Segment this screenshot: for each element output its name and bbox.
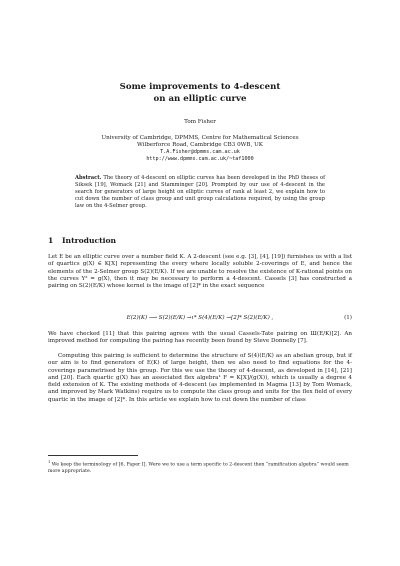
section-heading	[48, 236, 116, 245]
author-url[interactable]: http://www.dpmms.cam.ac.uk/~taf1000	[146, 156, 254, 162]
section-number: 1	[48, 236, 54, 245]
abstract-label: Abstract.	[75, 175, 102, 181]
exact-sequence-equation	[48, 315, 352, 325]
author-email[interactable]: T.A.Fisher@dpmms.cam.ac.uk	[160, 149, 240, 155]
intro-paragraph-2	[48, 331, 352, 346]
paragraph-text: Computing this pairing is sufficient to determine the structure of S(4)(E/K) as an abelian group, but if our aim is to find generators of E(K) of large height, then we also need to find equations for the 4-coverings parametrised by this group. For this we use the theory of 4-descent, as developed in [14], [21] and [20]. Each quartic g(X) has an associated flex algebra¹ F = K[X]/(g(X)), which is usually a degree 4 field extension of K. The existing methods of 4-descent (as implemented in Magma [13] by Tom Womack, and improved by Mark Watkins) require us to compute the class group and units for the flex field of every quartic in the image of [2]*. In this article we explain how to cut down the number of class	[48, 353, 352, 403]
footnote-text: We keep the terminology of [6, Paper I]. Were we to use a term specific to 2-descent then “ramification algebra” would seem more appropriate.	[48, 462, 349, 474]
affiliation-line-1: University of Cambridge, DPMMS, Centre for Mathematical Sciences	[101, 135, 299, 141]
footnote-rule	[48, 455, 138, 456]
paragraph-text: We have checked [11] that this pairing agrees with the usual Cassels-Tate pairing on Ш(E/K)[2]. An improved method for computing the pairing has recently been found by Steve Donnelly [7].	[48, 331, 352, 345]
abstract-text: The theory of 4-descent on elliptic curves has been developed in the PhD theses of Siksek [19], Womack [21] and Stamminger [20]. Prompted by our use of 4-descent in the search for generators of large height on elliptic curves of rank at least 2, we explain how to cut down the number of class group and unit group calculations required, by using the group law on the 4-Selmer group.	[75, 175, 325, 209]
equation-expression: E(2)(K) ⟶ S(2)(E/K) →ι* S(4)(E/K) →[2]* S(2)(E/K) ,	[126, 315, 274, 321]
intro-paragraph-1	[48, 254, 352, 290]
equation-number: (1)	[344, 315, 352, 321]
abstract-block	[75, 175, 325, 210]
footnote-mark: 1	[48, 460, 51, 464]
author-name: Tom Fisher	[184, 119, 216, 125]
paper-title-line-2: on an elliptic curve	[153, 94, 247, 104]
footnote	[48, 459, 352, 475]
section-title: Introduction	[62, 236, 117, 245]
paper-title-line-1: Some improvements to 4-descent	[119, 82, 281, 92]
intro-paragraph-3	[48, 353, 352, 404]
paragraph-text: Let E be an elliptic curve over a number field K. A 2-descent (see e.g. [3], [4], [19]) furnishes us with a list of quartics g(X) ∈ K[X] representing the every where locally soluble 2-coverings of E, and hence the elements of the 2-Selmer group S(2)(E/K). If we are unable to resolve the existence of K-rational points on the curves Y² = g(X), then it may be necessary to perform a 4-descent. Cassels [3] has constructed a pairing on S(2)(E/K) whose kernel is the image of [2]* in the exact sequence	[48, 254, 352, 289]
affiliation-line-2: Wilberforce Road, Cambridge CB3 0WB, UK	[137, 142, 263, 148]
